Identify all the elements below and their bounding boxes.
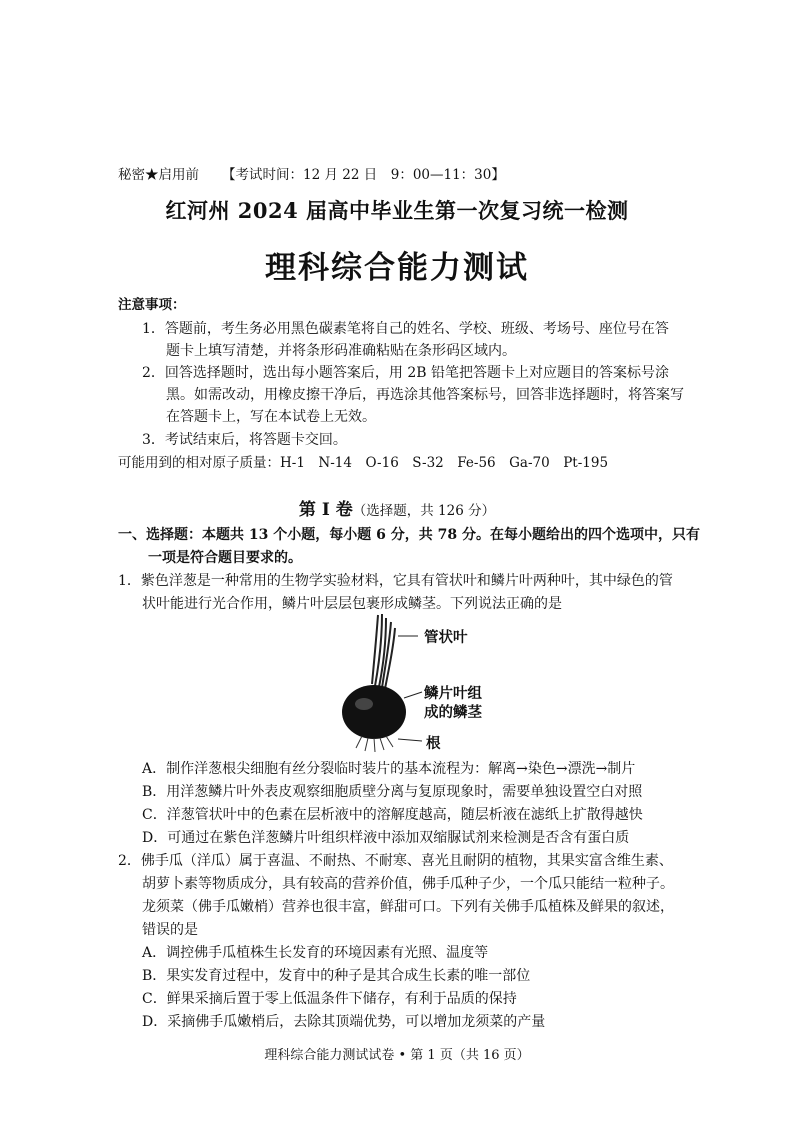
- label-bulb-line-2: 成的鳞茎: [424, 704, 482, 721]
- notice-item-2-line-2: 黑。如需改动，用橡皮擦干净后，再选涂其他答案标号，回答非选择题时，将答案写: [166, 387, 684, 403]
- label-root: 根: [426, 735, 441, 752]
- notice-item-2-line-3: 在答题卡上，写在本试卷上无效。: [166, 409, 376, 425]
- question-1-option-d: D．可通过在紫色洋葱鳞片叶组织样液中添加双缩脲试剂来检测是否含有蛋白质: [142, 830, 630, 846]
- volume-title: 第 I 卷: [298, 500, 353, 520]
- confidential-label: 秘密★启用前: [118, 167, 199, 183]
- notice-item-1-line-2: 题卡上填写清楚，并将条形码准确粘贴在条形码区域内。: [166, 343, 516, 359]
- section-instructions-line-2: 一项是符合题目要求的。: [148, 550, 302, 566]
- tubular-leaves: [372, 614, 395, 689]
- volume-subtitle: （选择题，共 126 分）: [352, 503, 496, 519]
- volume-heading: [0, 495, 794, 520]
- question-1-stem-line-1: 1．紫色洋葱是一种常用的生物学实验材料，它具有管状叶和鳞片叶两种叶，其中绿色的管: [118, 573, 673, 589]
- subject-title: 理科综合能力测试: [265, 250, 529, 286]
- question-1-option-c: C．洋葱管状叶中的色素在层析液中的溶解度越高，随层析液在滤纸上扩散得越快: [142, 807, 643, 823]
- notice-item-1-line-1: 1．答题前，考生务必用黑色碳素笔将自己的姓名、学校、班级、考场号、座位号在答: [142, 321, 669, 337]
- label-tubular-leaf: 管状叶: [424, 629, 468, 646]
- onion-figure: [338, 612, 488, 754]
- label-bulb-line-1: 鳞片叶组: [424, 685, 482, 702]
- onion-roots: [356, 736, 393, 752]
- atomic-masses: 可能用到的相对原子质量：H-1 N-14 O-16 S-32 Fe-56 Ga-70 Pt-195: [118, 455, 609, 471]
- bulb-highlight: [355, 698, 373, 710]
- exam-time: 【考试时间：12 月 22 日 9：00—11：30】: [222, 167, 505, 183]
- question-2-stem-line-1: 2．佛手瓜（洋瓜）属于喜温、不耐热、不耐寒、喜光且耐阴的植物，其果实富含维生素、: [118, 853, 673, 869]
- notice-item-2-line-1: 2．回答选择题时，选出每小题答案后，用 2B 铅笔把答题卡上对应题目的答案标号涂: [142, 365, 670, 381]
- question-2-stem-line-4: 错误的是: [142, 922, 198, 938]
- question-1-option-b: B．用洋葱鳞片叶外表皮观察细胞质壁分离与复原现象时，需要单独设置空白对照: [142, 784, 643, 800]
- page-footer: 理科综合能力测试试卷 • 第 1 页（共 16 页）: [264, 1048, 530, 1063]
- bulb-pointer: [404, 692, 422, 698]
- exam-title: 红河州 2024 届高中毕业生第一次复习统一检测: [165, 198, 629, 223]
- question-1-stem-line-2: 状叶能进行光合作用，鳞片叶层层包裹形成鳞茎。下列说法正确的是: [142, 596, 562, 612]
- question-2-option-b: B．果实发育过程中，发育中的种子是其合成生长素的唯一部位: [142, 968, 531, 984]
- onion-bulb: [342, 685, 406, 739]
- question-2-stem-line-2: 胡萝卜素等物质成分，具有较高的营养价值，佛手瓜种子少，一个瓜只能结一粒种子。: [142, 876, 674, 892]
- question-2-option-a: A．调控佛手瓜植株生长发育的环境因素有光照、温度等: [142, 945, 489, 961]
- section-instructions-line-1: 一、选择题：本题共 13 个小题，每小题 6 分，共 78 分。在每小题给出的四个选项中，只有: [118, 527, 700, 543]
- question-2-stem-line-3: 龙须菜（佛手瓜嫩梢）营养也很丰富，鲜甜可口。下列有关佛手瓜植株及鲜果的叙述，: [142, 899, 674, 915]
- root-pointer: [398, 739, 422, 741]
- notice-heading: 注意事项：: [118, 297, 186, 313]
- notice-item-3: 3．考试结束后，将答题卡交回。: [142, 432, 347, 448]
- question-2-option-d: D．采摘佛手瓜嫩梢后，去除其顶端优势，可以增加龙须菜的产量: [142, 1014, 546, 1030]
- question-2-option-c: C．鲜果采摘后置于零上低温条件下储存，有利于品质的保持: [142, 991, 517, 1007]
- question-1-option-a: A．制作洋葱根尖细胞有丝分裂临时装片的基本流程为：解离→染色→漂洗→制片: [142, 761, 636, 777]
